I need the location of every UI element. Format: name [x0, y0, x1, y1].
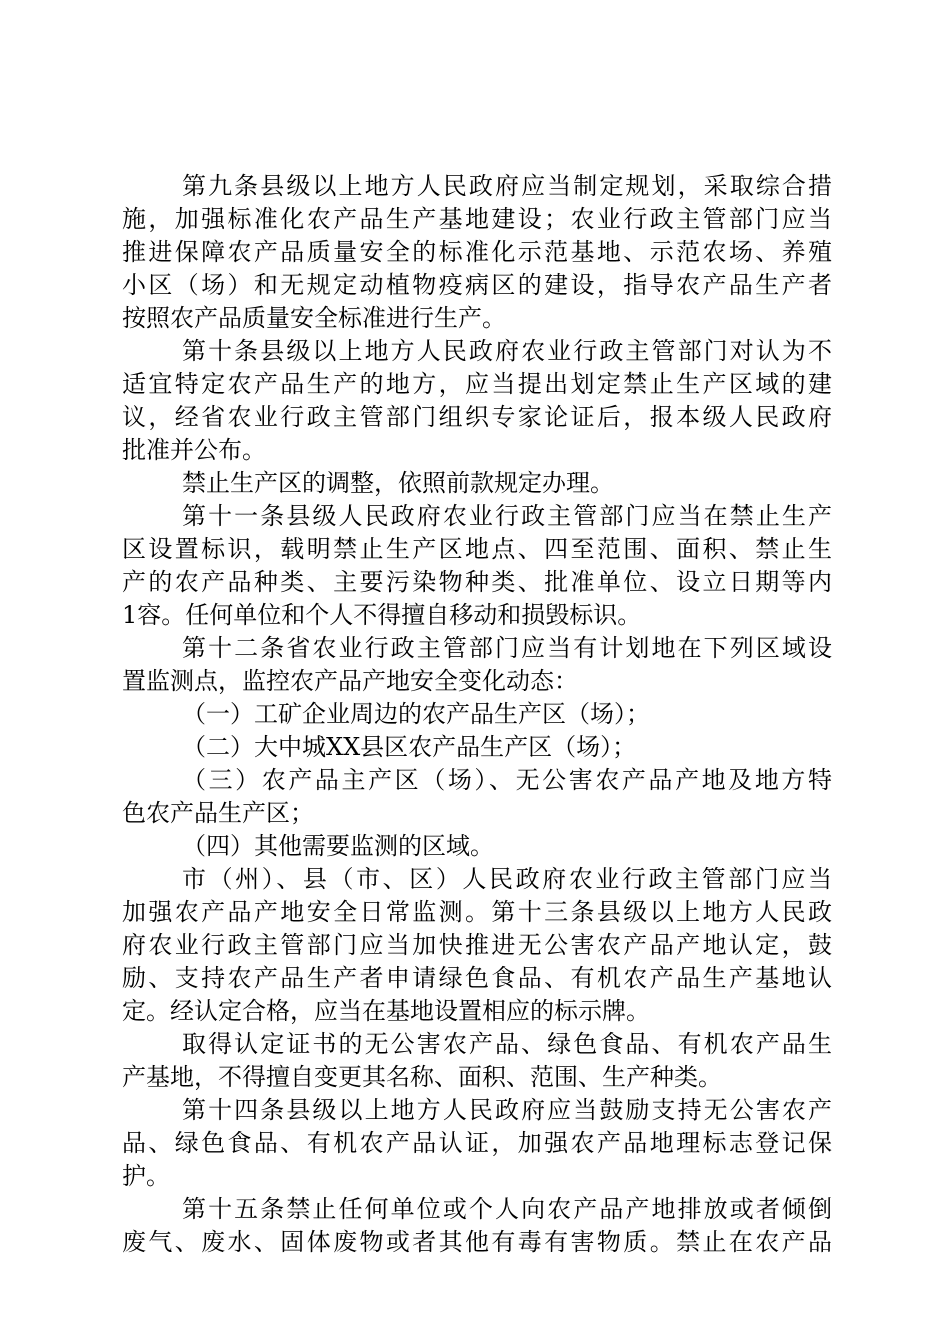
- text-line: 第十二条省农业行政主管部门应当有计划地在下列区域设: [182, 634, 832, 662]
- text-line: （三）农产品主产区（场）、无公害农产品产地及地方特: [182, 766, 832, 794]
- text-line: 励、支持农产品生产者申请绿色食品、有机农产品生产基地认: [122, 964, 832, 992]
- text-line: 第十条县级以上地方人民政府农业行政主管部门对认为不: [182, 337, 832, 365]
- text-line: 推进保障农产品质量安全的标准化示范基地、示范农场、养殖: [122, 238, 832, 266]
- text-line: 护。: [122, 1162, 170, 1190]
- text-line: 色农产品生产区；: [122, 799, 314, 827]
- document-body: [122, 170, 832, 1259]
- text-line: 区设置标识，载明禁止生产区地点、四至范围、面积、禁止生: [122, 535, 832, 563]
- text-line: 品、绿色食品、有机农产品认证，加强农产品地理标志登记保: [122, 1129, 832, 1157]
- text-line: 取得认定证书的无公害农产品、绿色食品、有机农产品生: [182, 1030, 832, 1058]
- text-line: 第九条县级以上地方人民政府应当制定规划，采取综合措: [182, 172, 832, 200]
- text-line: 批准并公布。: [122, 436, 266, 464]
- text-line: 适宜特定农产品生产的地方，应当提出划定禁止生产区域的建: [122, 370, 832, 398]
- text-line: 产的农产品种类、主要污染物种类、批准单位、设立日期等内: [122, 568, 832, 596]
- text-line: 按照农产品质量安全标准进行生产。: [122, 304, 506, 332]
- text-line: 禁止生产区的调整，依照前款规定办理。: [182, 469, 614, 497]
- text-line: 议，经省农业行政主管部门组织专家论证后，报本级人民政府: [122, 403, 832, 431]
- text-line: 施，加强标准化农产品生产基地建设；农业行政主管部门应当: [122, 205, 832, 233]
- text-line: （一）工矿企业周边的农产品生产区（场）；: [182, 700, 650, 728]
- text-line: （二）大中城XX县区农产品生产区（场）；: [182, 733, 637, 761]
- text-line: （四）其他需要监测的区域。: [182, 832, 494, 860]
- text-line: 1容。任何单位和个人不得擅自移动和损毁标识。: [122, 601, 642, 629]
- text-line: 第十五条禁止任何单位或个人向农产品产地排放或者倾倒: [182, 1195, 832, 1223]
- text-line: 第十四条县级以上地方人民政府应当鼓励支持无公害农产: [182, 1096, 832, 1124]
- text-line: 置监测点，监控农产品产地安全变化动态：: [122, 667, 578, 695]
- text-line: 市（州）、县（市、区）人民政府农业行政主管部门应当: [182, 865, 832, 893]
- text-line: 小区（场）和无规定动植物疫病区的建设，指导农产品生产者: [122, 271, 832, 299]
- text-line: 产基地，不得擅自变更其名称、面积、范围、生产种类。: [122, 1063, 722, 1091]
- text-line: 加强农产品产地安全日常监测。第十三条县级以上地方人民政: [122, 898, 832, 926]
- text-line: 定。经认定合格，应当在基地设置相应的标示牌。: [122, 997, 650, 1025]
- text-line: 第十一条县级人民政府农业行政主管部门应当在禁止生产: [182, 502, 832, 530]
- text-line: 废气、废水、固体废物或者其他有毒有害物质。禁止在农产品: [122, 1228, 832, 1256]
- text-line: 府农业行政主管部门应当加快推进无公害农产品产地认定，鼓: [122, 931, 832, 959]
